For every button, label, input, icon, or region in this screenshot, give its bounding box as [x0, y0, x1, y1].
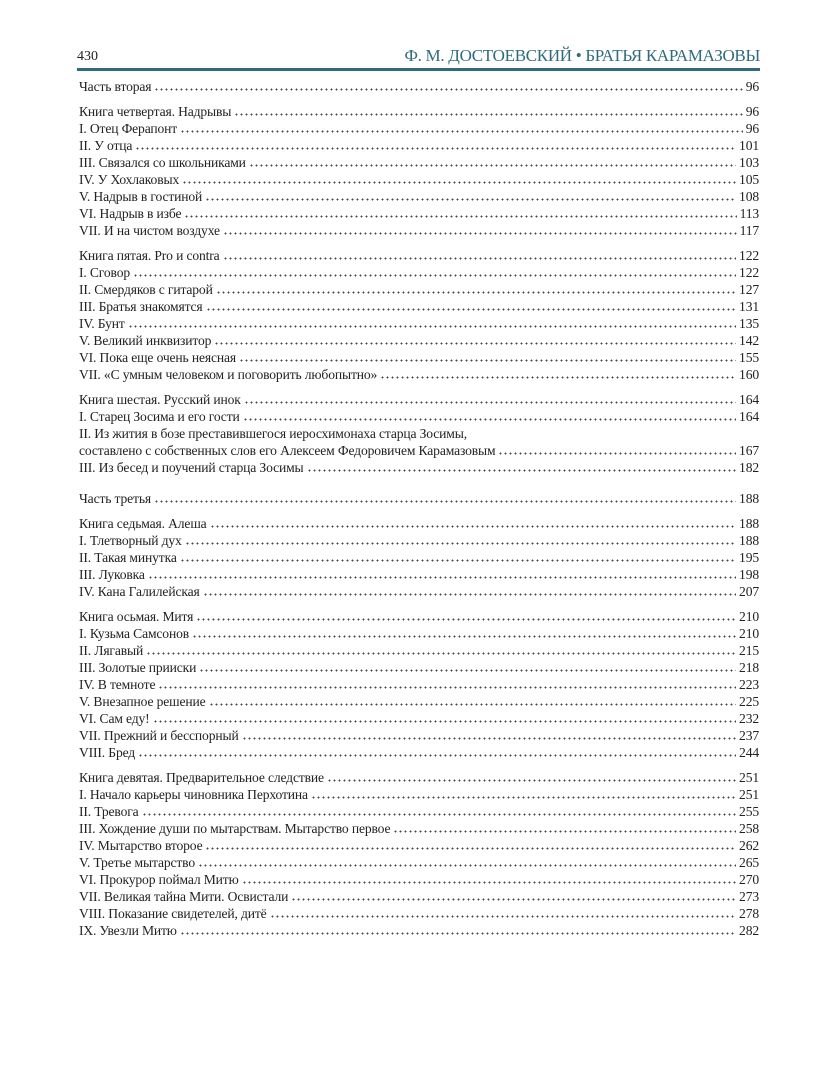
toc-part [79, 490, 759, 507]
toc-entry[interactable] [79, 515, 759, 532]
toc-entry-title: I. Сговор [79, 265, 130, 280]
toc-entry[interactable] [79, 349, 759, 366]
toc-entry-page: 131 [739, 299, 759, 314]
dot-leader [154, 500, 736, 503]
dot-leader [198, 864, 736, 867]
toc-entry-title: I. Кузьма Самсонов [79, 626, 189, 641]
toc-entry-title: составлено с собственных слов его Алексеем Федоровичем Карамазовым [79, 443, 496, 458]
toc-entry-page: 164 [739, 392, 759, 407]
toc-entry-page: 188 [739, 491, 759, 506]
dot-leader [242, 881, 736, 884]
toc-entry[interactable] [79, 247, 759, 264]
toc-book [79, 515, 759, 600]
dot-leader [184, 215, 736, 218]
dot-leader [203, 593, 736, 596]
toc-entry-page: 255 [739, 804, 759, 819]
toc-entry[interactable] [79, 408, 759, 425]
toc-entry[interactable] [79, 425, 759, 442]
toc-entry-title: VI. Надрыв в избе [79, 206, 182, 221]
toc-entry[interactable] [79, 549, 759, 566]
toc-entry[interactable] [79, 803, 759, 820]
toc-entry-title: VI. Сам еду! [79, 711, 150, 726]
toc-entry-page: 251 [739, 770, 759, 785]
toc-entry[interactable] [79, 710, 759, 727]
toc-entry-title: II. Тревога [79, 804, 139, 819]
dot-leader [146, 652, 736, 655]
toc-entry-title: II. У отца [79, 138, 133, 153]
dot-leader [180, 130, 743, 133]
toc-entry-page: 96 [745, 104, 759, 119]
toc-entry-page: 198 [739, 567, 759, 582]
dot-leader [307, 469, 737, 472]
toc-entry-page: 215 [739, 643, 759, 658]
toc-book [79, 608, 759, 761]
toc-entry[interactable] [79, 391, 759, 408]
toc-entry-title: VII. «С умным человеком и поговорить любопытно» [79, 367, 378, 382]
toc-entry[interactable] [79, 366, 759, 383]
dot-leader [138, 754, 736, 757]
toc-entry[interactable] [79, 281, 759, 298]
toc-entry[interactable] [79, 642, 759, 659]
dot-leader [234, 113, 742, 116]
dot-leader [196, 618, 736, 621]
toc-entry-page: 122 [739, 248, 759, 263]
toc-entry-title: VII. И на чистом воздухе [79, 223, 220, 238]
toc-entry[interactable] [79, 490, 759, 507]
dot-leader [199, 669, 736, 672]
toc-entry[interactable] [79, 769, 759, 786]
toc-entry[interactable] [79, 905, 759, 922]
toc-entry-page: 282 [739, 923, 759, 938]
toc-entry-title: III. Связался со школьниками [79, 155, 246, 170]
toc-entry-title: III. Золотые прииски [79, 660, 197, 675]
toc-entry-title: VII. Великая тайна Мити. Освистали [79, 889, 289, 904]
dot-leader [216, 291, 736, 294]
dot-leader [135, 147, 736, 150]
dot-leader [158, 686, 736, 689]
toc-entry[interactable] [79, 744, 759, 761]
toc-entry-page: 244 [739, 745, 759, 760]
running-title: Ф. М. ДОСТОЕВСКИЙ • БРАТЬЯ КАРАМАЗОВЫ [404, 46, 760, 65]
toc-entry-title: V. Внезапное решение [79, 694, 206, 709]
toc-entry-page: 142 [739, 333, 759, 348]
toc-entry[interactable] [79, 315, 759, 332]
toc-entry-title: IV. В темноте [79, 677, 156, 692]
toc-book [79, 247, 759, 383]
toc-book [79, 391, 759, 476]
page-header [77, 44, 760, 71]
dot-leader [180, 932, 736, 935]
toc-entry-title: III. Братья знакомятся [79, 299, 203, 314]
toc-entry[interactable] [79, 583, 759, 600]
toc-entry[interactable] [79, 171, 759, 188]
toc-entry-title: I. Отец Ферапонт [79, 121, 178, 136]
dot-leader [209, 703, 737, 706]
toc-entry[interactable] [79, 786, 759, 803]
toc-entry[interactable] [79, 888, 759, 905]
dot-leader [223, 257, 737, 260]
toc-entry[interactable] [79, 693, 759, 710]
toc-entry-page: 270 [739, 872, 759, 887]
toc-entry[interactable] [79, 922, 759, 939]
toc-entry-title: Книга пятая. Pro и contra [79, 248, 220, 263]
toc-entry[interactable] [79, 188, 759, 205]
toc-entry[interactable] [79, 608, 759, 625]
dot-leader [242, 737, 736, 740]
toc-entry-page: 96 [745, 79, 759, 94]
toc-entry[interactable] [79, 625, 759, 642]
table-of-contents [79, 78, 759, 947]
dot-leader [192, 635, 736, 638]
toc-entry-page: 108 [739, 189, 759, 204]
toc-entry-page: 127 [739, 282, 759, 297]
toc-entry-title: III. Хождение души по мытарствам. Мытарство первое [79, 821, 391, 836]
toc-entry-title: III. Из бесед и поучений старца Зосимы [79, 460, 304, 475]
dot-leader [243, 418, 736, 421]
dot-leader [244, 401, 736, 404]
toc-entry-page: 273 [739, 889, 759, 904]
toc-entry[interactable] [79, 137, 759, 154]
toc-entry-page: 182 [739, 460, 759, 475]
toc-book [79, 769, 759, 939]
toc-entry-page: 195 [739, 550, 759, 565]
toc-entry-page: 223 [739, 677, 759, 692]
toc-entry-title: VIII. Бред [79, 745, 136, 760]
toc-entry-page: 188 [739, 533, 759, 548]
dot-leader [291, 898, 736, 901]
toc-entry[interactable] [79, 676, 759, 693]
toc-entry-title: I. Старец Зосима и его гости [79, 409, 240, 424]
toc-entry-page: 210 [739, 609, 759, 624]
dot-leader [205, 847, 736, 850]
dot-leader [270, 915, 737, 918]
toc-entry-title: III. Луковка [79, 567, 145, 582]
dot-leader [239, 359, 736, 362]
dot-leader [223, 232, 737, 235]
toc-entry-title: I. Начало карьеры чиновника Перхотина [79, 787, 308, 802]
toc-entry-page: 117 [739, 223, 759, 238]
toc-entry-page: 262 [739, 838, 759, 853]
toc-entry[interactable] [79, 871, 759, 888]
toc-entry[interactable] [79, 332, 759, 349]
toc-entry-page: 167 [739, 443, 759, 458]
dot-leader [249, 164, 736, 167]
dot-leader [206, 308, 737, 311]
dot-leader [182, 181, 736, 184]
toc-entry[interactable] [79, 103, 759, 120]
toc-entry-title: Книга шестая. Русский инок [79, 392, 241, 407]
toc-entry[interactable] [79, 264, 759, 281]
toc-entry-page: 122 [739, 265, 759, 280]
toc-entry-title: Книга осьмая. Митя [79, 609, 194, 624]
toc-entry-page: 101 [739, 138, 759, 153]
toc-entry-page: 207 [739, 584, 759, 599]
toc-entry-title: II. Лягавый [79, 643, 144, 658]
toc-entry-page: 265 [739, 855, 759, 870]
dot-leader [133, 274, 736, 277]
toc-entry-page: 164 [739, 409, 759, 424]
dot-leader [327, 779, 736, 782]
toc-entry-title: II. Смердяков с гитарой [79, 282, 213, 297]
toc-entry-title: Книга четвертая. Надрывы [79, 104, 232, 119]
dot-leader [185, 542, 736, 545]
toc-entry-page: 218 [739, 660, 759, 675]
dot-leader [210, 525, 737, 528]
toc-entry-page: 113 [739, 206, 759, 221]
dot-leader [142, 813, 736, 816]
page-number: 430 [77, 49, 98, 64]
toc-entry-page: 251 [739, 787, 759, 802]
toc-entry-page: 278 [739, 906, 759, 921]
toc-entry-page: 237 [739, 728, 759, 743]
toc-entry-page: 105 [739, 172, 759, 187]
toc-entry-title: IX. Увезли Митю [79, 923, 177, 938]
toc-entry-page: 135 [739, 316, 759, 331]
toc-entry-title: I. Тлетворный дух [79, 533, 182, 548]
toc-entry-title: IV. У Хохлаковых [79, 172, 180, 187]
dot-leader [393, 830, 736, 833]
toc-entry-title: VI. Прокурор поймал Митю [79, 872, 239, 887]
toc-entry-title: IV. Кана Галилейская [79, 584, 200, 599]
toc-entry[interactable] [79, 78, 759, 95]
toc-entry-page: 103 [739, 155, 759, 170]
toc-entry-title: II. Такая минутка [79, 550, 177, 565]
dot-leader [214, 342, 736, 345]
toc-entry[interactable] [79, 837, 759, 854]
toc-entry-page: 155 [739, 350, 759, 365]
dot-leader [498, 452, 736, 455]
toc-entry-page: 96 [745, 121, 759, 136]
toc-entry-title: Книга девятая. Предварительное следствие [79, 770, 324, 785]
toc-entry[interactable] [79, 154, 759, 171]
toc-entry[interactable] [79, 820, 759, 837]
toc-entry-page: 188 [739, 516, 759, 531]
toc-entry[interactable] [79, 298, 759, 315]
toc-entry-title: Книга седьмая. Алеша [79, 516, 207, 531]
dot-leader [148, 576, 736, 579]
dot-leader [128, 325, 736, 328]
dot-leader [311, 796, 736, 799]
toc-entry-title: VII. Прежний и бесспорный [79, 728, 239, 743]
dot-leader [154, 88, 742, 91]
toc-entry-page: 210 [739, 626, 759, 641]
toc-entry[interactable] [79, 120, 759, 137]
toc-entry-page: 232 [739, 711, 759, 726]
toc-entry-page: 160 [739, 367, 759, 382]
toc-entry[interactable] [79, 222, 759, 239]
toc-part [79, 78, 759, 95]
toc-entry-title: V. Третье мытарство [79, 855, 195, 870]
toc-entry[interactable] [79, 659, 759, 676]
toc-entry[interactable] [79, 442, 759, 459]
dot-leader [180, 559, 736, 562]
toc-entry[interactable] [79, 532, 759, 549]
toc-entry[interactable] [79, 566, 759, 583]
dot-leader [205, 198, 736, 201]
toc-entry-title: Часть третья [79, 491, 151, 506]
toc-entry-title: II. Из жития в бозе преставившегося иеросхимонаха старца Зосимы, [79, 426, 467, 441]
toc-book [79, 103, 759, 239]
toc-entry[interactable] [79, 854, 759, 871]
toc-entry-title: Часть вторая [79, 79, 152, 94]
toc-entry[interactable] [79, 727, 759, 744]
toc-entry-page: 225 [739, 694, 759, 709]
toc-entry-title: IV. Мытарство второе [79, 838, 203, 853]
dot-leader [380, 376, 736, 379]
toc-entry-title: VIII. Показание свидетелей, дитё [79, 906, 267, 921]
dot-leader [153, 720, 737, 723]
toc-entry-title: V. Надрыв в гостиной [79, 189, 203, 204]
toc-entry[interactable] [79, 205, 759, 222]
toc-entry[interactable] [79, 459, 759, 476]
toc-entry-page: 258 [739, 821, 759, 836]
toc-entry-title: IV. Бунт [79, 316, 125, 331]
toc-entry-title: VI. Пока еще очень неясная [79, 350, 236, 365]
toc-entry-title: V. Великий инквизитор [79, 333, 212, 348]
